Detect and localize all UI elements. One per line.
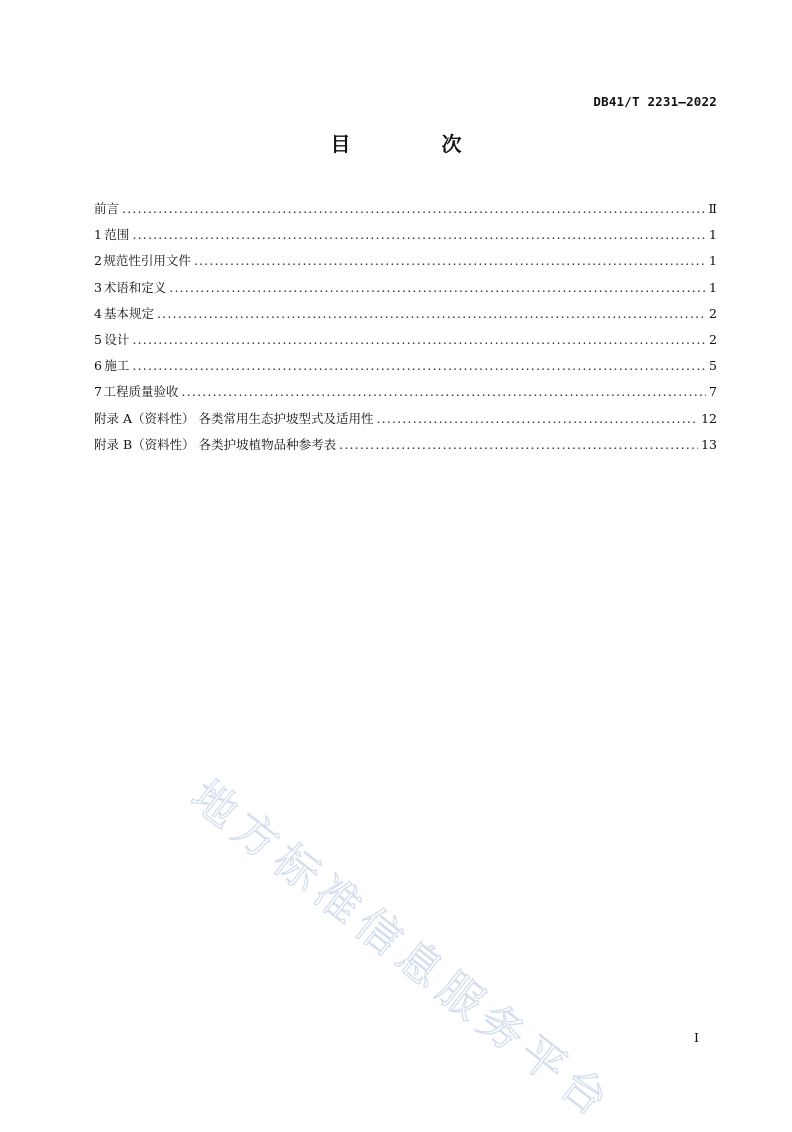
toc-entry-5[interactable] — [94, 330, 717, 356]
toc-entry-number: 2 — [94, 253, 102, 269]
toc-entry-label: 设计 — [104, 331, 130, 347]
toc-dot-leader — [132, 227, 706, 242]
toc-dot-leader — [182, 384, 707, 399]
toc-entry-2[interactable] — [94, 251, 717, 277]
toc-entry-appendix-a[interactable] — [94, 409, 717, 435]
toc-entry-page: 1 — [709, 227, 717, 243]
toc-entry-number: 3 — [94, 279, 102, 295]
toc-dot-leader — [376, 411, 698, 426]
toc-dot-leader — [194, 253, 706, 268]
toc-title: 目 次 — [330, 132, 504, 156]
toc-entry-label: 术语和定义 — [103, 279, 167, 295]
toc-entry-page: 12 — [701, 410, 717, 426]
toc-entry-4[interactable] — [94, 304, 717, 330]
toc-dot-leader — [132, 358, 706, 373]
toc-entry-foreword[interactable] — [94, 199, 717, 225]
toc-entry-label: 基本规定 — [103, 305, 154, 321]
toc-entry-page: 13 — [701, 436, 717, 452]
table-of-contents — [94, 199, 717, 461]
toc-entry-number: 7 — [94, 384, 102, 400]
toc-entry-number: 4 — [94, 305, 102, 321]
page-number: I — [694, 1030, 699, 1045]
toc-entry-number: 1 — [94, 227, 102, 243]
toc-entry-label: 前言 — [94, 201, 120, 216]
toc-dot-leader — [132, 332, 706, 347]
toc-entry-page: 2 — [709, 331, 717, 347]
toc-entry-page: Ⅱ — [708, 201, 717, 216]
toc-entry-label: 施工 — [104, 358, 130, 374]
toc-entry-label: 规范性引用文件 — [103, 253, 191, 269]
toc-entry-page: 5 — [709, 358, 717, 374]
toc-entry-6[interactable] — [94, 356, 717, 382]
toc-dot-leader — [339, 437, 698, 452]
toc-entry-1[interactable] — [94, 225, 717, 251]
toc-entry-label: 范围 — [104, 227, 130, 243]
toc-dot-leader — [169, 280, 706, 295]
toc-entry-label: 附录 B（资料性） 各类护坡植物品种参考表 — [94, 436, 337, 452]
watermark: 地方标准信息服务平台 — [181, 770, 623, 1131]
toc-entry-3[interactable] — [94, 278, 717, 304]
toc-entry-number: 6 — [94, 358, 102, 374]
toc-entry-label: 附录 A（资料性） 各类常用生态护坡型式及适用性 — [94, 410, 374, 426]
toc-entry-number: 5 — [94, 331, 102, 347]
toc-entry-appendix-b[interactable] — [94, 435, 717, 461]
toc-dot-leader — [122, 201, 705, 216]
document-code: DB41/T 2231—2022 — [593, 94, 717, 109]
toc-dot-leader — [157, 306, 706, 321]
toc-entry-label: 工程质量验收 — [103, 384, 179, 400]
toc-entry-page: 2 — [709, 305, 717, 321]
toc-entry-page: 1 — [709, 279, 717, 295]
toc-entry-page: 1 — [709, 253, 717, 269]
toc-entry-7[interactable] — [94, 382, 717, 408]
toc-entry-page: 7 — [709, 384, 717, 400]
